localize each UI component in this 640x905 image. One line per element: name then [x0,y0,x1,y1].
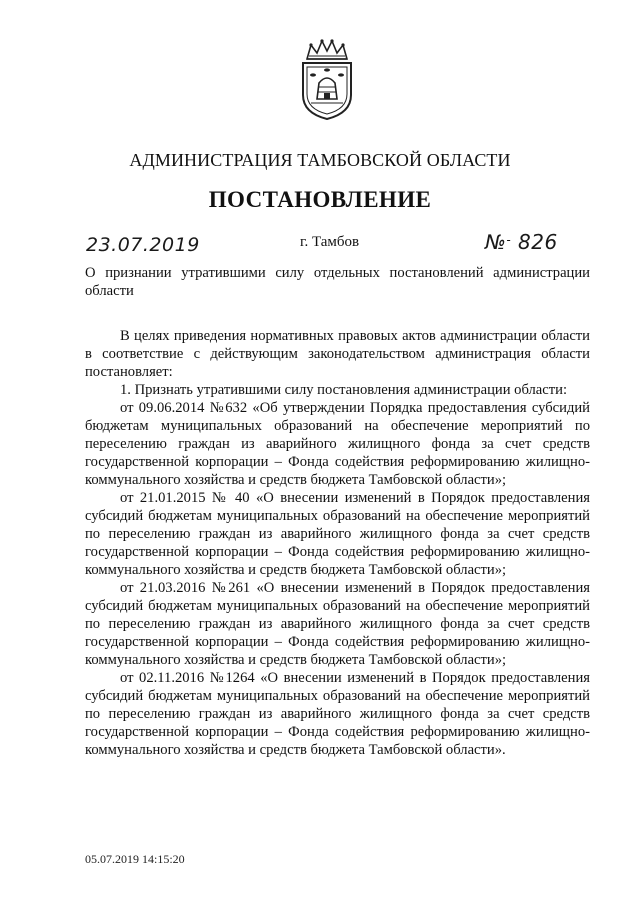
list-item: от 09.06.2014 №632 «Об утверждении Порядка предоставления субсидий бюджетам муниципальных образований на обеспечение мероприятий по переселению граждан из аварийного жилищного фонда за счет средств государственной корпорации – Фонда содействия реформированию жилищно-коммунального хозяйства и средств бюджета Тамбовской области»; [85,400,590,488]
document-number: №- 826 [485,230,558,254]
clause-paragraph: 1. Признать утратившими силу постановления администрации области: [120,382,567,398]
document-date: 23.07.2019 [86,234,200,256]
list-item: от 21.01.2015 № 40 «О внесении изменений в Порядок предоставления субсидий бюджетам муниципальных образований на обеспечение мероприятий по переселению граждан из аварийного жилищного фонда за счет средств государственной корпорации – Фонда содействия реформированию жилищно-коммунального хозяйства и средств бюджета Тамбовской области»; [85,490,590,578]
list-item: от 02.11.2016 №1264 «О внесении изменений в Порядок предоставления субсидий бюджетам муниципальных образований на обеспечение мероприятий по переселению граждан из аварийного жилищного фонда за счет средств государственной корпорации – Фонда содействия реформированию жилищно-коммунального хозяйства и средств бюджета Тамбовской области». [85,670,590,758]
organization-title: АДМИНИСТРАЦИЯ ТАМБОВСКОЙ ОБЛАСТИ [129,150,511,170]
number-value: 826 [518,230,558,254]
document-subject: О признании утратившими силу отдельных постановлений администрации области [85,265,590,299]
document-type-title: ПОСТАНОВЛЕНИЕ [208,187,432,212]
document-body [85,327,590,759]
preamble-paragraph: В целях приведения нормативных правовых актов администрации области в соответствие с действующим законодательством администрация области постановляет: [85,328,590,380]
number-prefix: № [485,230,507,254]
document-city: г. Тамбов [300,234,360,250]
footer-timestamp: 05.07.2019 14:15:20 [85,852,185,866]
coat-of-arms-icon [297,37,357,121]
list-item: от 21.03.2016 №261 «О внесении изменений в Порядок предоставления субсидий бюджетам муниципальных образований на обеспечение мероприятий по переселению граждан из аварийного жилищного фонда за счет средств государственной корпорации – Фонда содействия реформированию жилищно-коммунального хозяйства и средств бюджета Тамбовской области»; [85,580,590,668]
